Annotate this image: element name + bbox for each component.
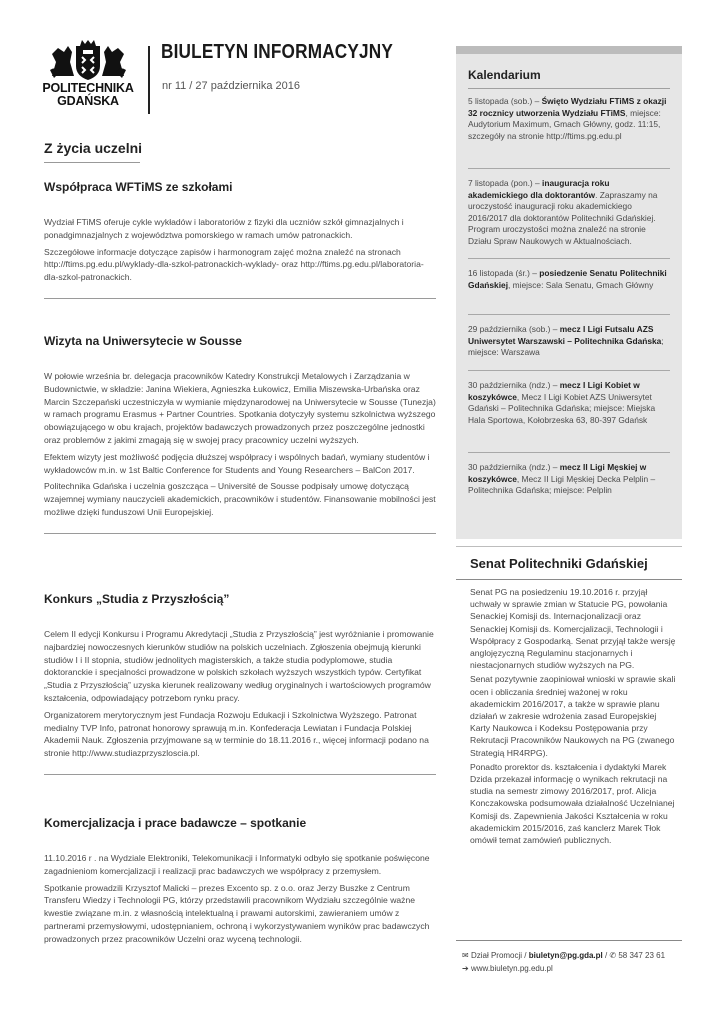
event-details: . Zapraszamy na uroczystość inauguracji roku akademickiego 2016/2017 dla doktorantów Politechniki Gdańskiej. Program uroczystości można znaleźć na stronie Działu Spraw Naukowych w Aktualnościach. <box>468 189 658 246</box>
event-date: 30 października (ndz.) – <box>468 462 560 472</box>
crest-icon <box>46 40 130 82</box>
website-row <box>462 962 682 975</box>
calendar-title: Kalendarium <box>468 68 541 82</box>
event-date: 16 listopada (śr.) – <box>468 268 540 278</box>
event-details: , miejsce: Sala Senatu, Gmach Główny <box>508 279 654 290</box>
event-name: mecz I Ligi Kobiet w koszykówce <box>468 380 640 402</box>
event-date: 29 października (sob.) – <box>468 324 560 334</box>
article-paragraph: Wydział FTiMS oferuje cykle wykładów i laboratoriów z fizyki dla uczniów szkół gimnazjalnych i ponadgimnazjalnych z województwa pomorskiego w ramach umów patronackich. <box>44 217 404 240</box>
calendar-cap <box>456 46 682 54</box>
logo-text-line1: POLITECHNIKA <box>42 81 134 95</box>
website-link[interactable]: www.biuletyn.pg.edu.pl <box>470 964 553 973</box>
calendar-event <box>468 178 670 248</box>
arrow-right-icon: ➔ <box>462 964 469 973</box>
logo-text-line2: GDAŃSKA <box>57 94 119 108</box>
event-details: ; miejsce: Warszawa <box>468 335 664 358</box>
article-konkurs <box>44 592 436 775</box>
event-separator <box>468 370 670 371</box>
event-name: mecz I Ligi Futsalu AZS Uniwersytet Warszawski – Politechnika Gdańska <box>468 324 662 346</box>
event-details: , Mecz II Ligi Męskiej Decka Pelplin – Politechnika Gdańska; miejsce: Pelplin <box>468 473 656 496</box>
section-title: Z życia uczelni <box>44 140 143 156</box>
envelope-icon: ✉ <box>462 951 469 960</box>
event-separator <box>468 314 670 315</box>
article-separator <box>44 298 436 299</box>
senat-title-rule <box>456 579 682 580</box>
event-separator <box>468 452 670 453</box>
article-wftims <box>44 180 436 299</box>
event-name: posiedzenie Senatu Politechniki Gdańskiej <box>468 268 667 290</box>
article-separator <box>44 774 436 775</box>
article-paragraph: 11.10.2016 r . na Wydziale Elektroniki, Telekomunikacji i Informatyki odbyło się spotkanie poświęcone zagadnieniom komercjalizacji i realizacji prac badawczych we współpracy z przemysłem. <box>44 853 430 876</box>
event-details: , Mecz I Ligi Kobiet AZS Uniwersytet Gdański – Politechnika Gdańska; miejsce: Miejska Hala Sportowa, Kołobrzeska 63, 80-397 Gdańsk <box>468 391 656 425</box>
header-divider <box>148 46 150 114</box>
article-paragraph: W połowie września br. delegacja pracowników Katedry Konstrukcji Metalowych i Zarządzania w Budownictwie, w składzie: Janina Wiekiera, Agnieszka Łukowicz, Emilia Miszewska-Urbańska oraz Marcin Szczepański uczestniczyła w wymianie międzynarodowej na Uniwersytecie w Sousse (Tunezja) w ramach programu Erasmus + Partner Countries. Spotkania dotyczyły systemu szkolnictwa wyższego obowiązującego w obu krajach, projektów badawczych prowadzonych przez poszczególne jednostki oraz problemów z jakimi zmagają się w swojej pracy pracownicy uczelni wyższych. <box>44 371 436 445</box>
event-separator <box>468 168 670 169</box>
contact-footer <box>456 940 682 980</box>
article-paragraph: Szczegółowe informacje dotyczące zapisów i harmonogram zajęć można znaleźć na stronach http://ftims.pg.edu.pl/wyklady-dla-szkol-patronackich-wyklady- oraz http://ftims.pg.edu.pl/laboratoria-dla-szkol-patronackich. <box>44 246 424 283</box>
university-logo <box>40 40 136 112</box>
event-name: mecz II Ligi Męskiej w koszykówce <box>468 462 647 484</box>
calendar-event <box>468 462 670 497</box>
event-name: Święto Wydziału FTiMS z okazji 32 rocznicy utworzenia Wydziału FTiMS <box>468 96 667 118</box>
event-date: 5 listopada (sob.) – <box>468 96 542 106</box>
article-paragraph: Politechnika Gdańska i uczelnia goszcząca – Université de Sousse podpisały umowę dotyczącą wzajemnej wymiany nauczycieli akademickich, pracowników i studentów. Finansowanie mobilności jest możliwe dzięki funduszowi Unii Europejskiej. <box>44 481 436 517</box>
event-details: , miejsce: Audytorium Maximum, Gmach Główny, godz. 11:15, szczegóły na stronie http://ftims.pg.edu.pl <box>468 107 661 141</box>
calendar-event <box>468 380 670 426</box>
event-name: inauguracja roku akademickiego dla doktorantów <box>468 178 610 200</box>
senat-paragraph: Ponadto prorektor ds. kształcenia i dydaktyki Marek Dzida przekazał informację o wynikach rekrutacji na studia na semestr zimowy 2016/2017, prof. Alicja Konczakowska podsumowała działalność Uczelnianej Komisji ds. Zapewnienia Jakości Kształcenia w roku akademickim 2015/2016, zaś kanclerz Marek Tłok omówił temat zamówień publicznych. <box>470 761 675 846</box>
article-heading: Komercjalizacja i prace badawcze – spotkanie <box>44 816 307 830</box>
calendar-title-rule <box>468 88 670 89</box>
contact-row <box>462 949 682 962</box>
contact-dept: Dział Promocji / <box>470 951 529 960</box>
article-heading: Współpraca WFTiMS ze szkołami <box>44 180 233 194</box>
contact-email-link[interactable]: biuletyn@pg.gda.pl <box>528 951 603 960</box>
bulletin-title: BIULETYN INFORMACYJNY <box>161 41 394 63</box>
article-paragraph: Celem II edycji Konkursu i Programu Akredytacji „Studia z Przyszłością” jest wyróżnianie i promowanie najbardziej nowoczesnych kierunków studiów na polskich uczelniach. Zgłoszenia obejmują kierunki studiów I i II stopnia, studiów jednolitych magisterskich, a także studia podyplomowe, studia doktoranckie i specjalności prowadzone w polskich szkołach wyższych wszystkich typów. Certyfikat „Studia z Przyszłością” uzyska kierunek realizowany według oryginalnych i wartościowych programów kształcenia, odpowiadający potrzebom rynku pracy. <box>44 629 434 703</box>
event-separator <box>468 258 670 259</box>
article-paragraph: Efektem wizyty jest możliwość podjęcia dłuższej współpracy i wspólnych badań, wymiany studentów i wykładowców m.in. w 1st Baltic Conference for Students and Young Researchers – BalCon 2017. <box>44 451 430 475</box>
senat-top-rule <box>456 546 682 547</box>
article-komercjalizacja <box>44 816 436 946</box>
event-date: 7 listopada (pon.) – <box>468 178 543 188</box>
calendar-sidebar <box>456 46 682 539</box>
calendar-event <box>468 268 670 291</box>
senat-title: Senat Politechniki Gdańskiej <box>470 556 648 571</box>
event-date: 30 października (ndz.) – <box>468 380 560 390</box>
senat-paragraph: Senat pozytywnie zaopiniował wnioski w sprawie skali ocen i obliczania średniej ważonej w roku akademickim 2016/2017, a także w sprawie planu działań w zakresie wdrożenia zasad Europejskiej Karty Naukowca i Kodeksu Postępowania przy Rekrutacji Pracowników Naukowych na PG (zwanego Strategią HR4RPG). <box>470 674 676 758</box>
article-paragraph: Organizatorem merytorycznym jest Fundacja Rozwoju Edukacji i Szkolnictwa Wyższego. Patronat medialny TVP Info, patronat honorowy sprawują m.in. Konfederacja Lewiatan i Fundacja Polskiej Akademii Nauk. Zgłoszenia przyjmowane są w terminie do 18.11.2016 r., więcej informacji podano na stronie http://www.studiazprzyszloscia.pl. <box>44 709 429 759</box>
article-paragraph: Spotkanie prowadzili Krzysztof Malicki – prezes Excento sp. z o.o. oraz Jerzy Buszke z Centrum Transferu Wiedzy i Technologii PG, którzy przedstawili pracownikom Wydziału szczególnie ważne kwestie związane m.in. z własnością intelektualną i prawami autorskimi, zawieraniem umów z partnerami przemysłowymi, udostępnianiem, ochroną i wykorzystywaniem wyników prac badawczych prowadzonych przez pracowników Uczelni oraz wyceną technologii. <box>44 882 430 944</box>
contact-phone: / ✆ 58 347 23 61 <box>602 951 666 960</box>
calendar-event <box>468 96 670 142</box>
calendar-event <box>468 324 670 359</box>
issue-info: nr 11 / 27 października 2016 <box>162 80 300 92</box>
article-sousse <box>44 334 436 534</box>
article-heading: Wizyta na Uniwersytecie w Sousse <box>44 334 242 348</box>
article-heading: Konkurs „Studia z Przyszłością” <box>44 592 230 606</box>
senat-paragraph: Senat PG na posiedzeniu 19.10.2016 r. przyjął uchwały w sprawie zmian w Statucie PG, powołania Senackiej Komisji ds. Internacjonalizacji oraz Senackiej Komisji ds. Komercjalizacji, Technologii i Współpracy z Gospodarką. Senat przyjął także wersję anglojęzyczną Regulaminu stacjonarnych i niestacjonarnych studiów wyższych na PG. <box>470 587 676 671</box>
senat-body <box>470 586 676 848</box>
section-title-underline <box>44 162 140 163</box>
article-separator <box>44 533 436 534</box>
